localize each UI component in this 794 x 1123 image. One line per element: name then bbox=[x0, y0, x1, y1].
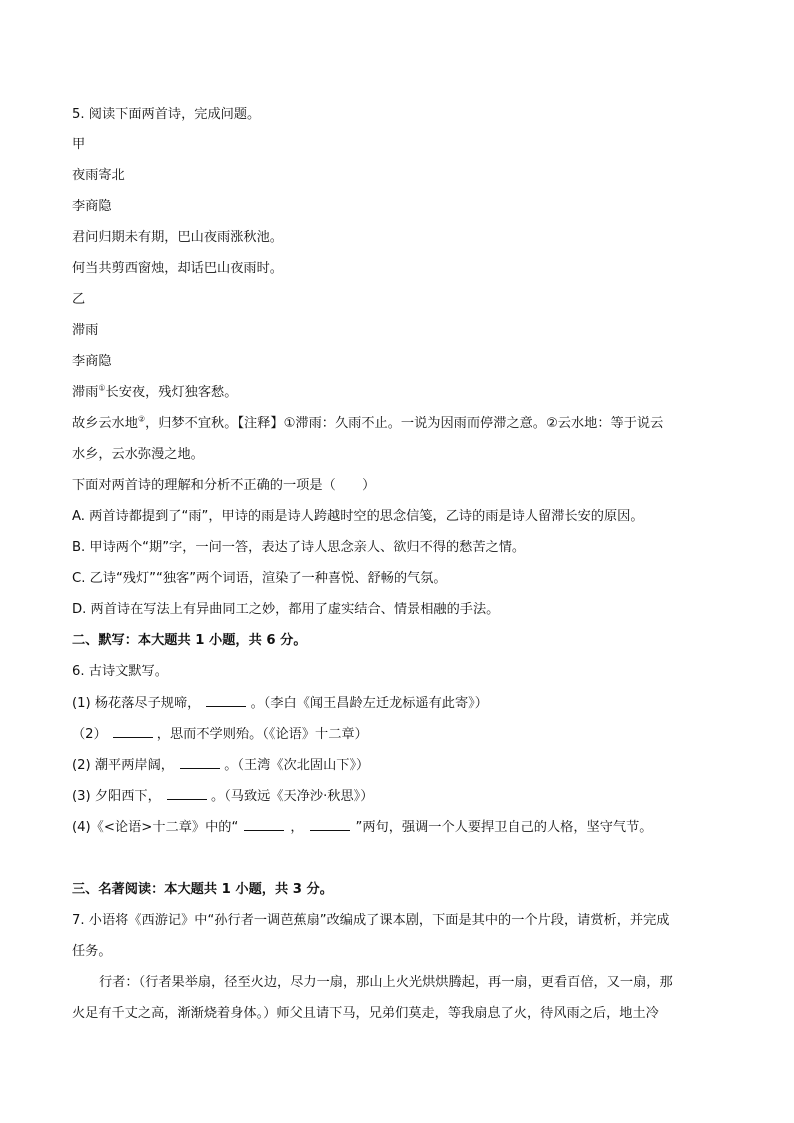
poem-b-line2-post: ，归梦不宜秋。【注释】①滞雨：久雨不止。一说为因雨而停滞之意。②云水地：等于说云 bbox=[145, 416, 664, 431]
q7-prompt-line-1: 7. 小语将《西游记》中“孙行者一调芭蕉扇”改编成了课本剧，下面是其中的一个片段，请赏析，并完成 bbox=[72, 913, 670, 928]
q6-item-5-tail: ”两句，强调一个人要捍卫自己的人格，坚守气节。 bbox=[355, 820, 653, 835]
q6-item-1-tail: 。（李白《闻王昌龄左迁龙标遥有此寄》） bbox=[246, 696, 488, 711]
q6-item-2-tail: ，思而不学则殆。（《论语》十二章） bbox=[156, 727, 368, 742]
answer-blank[interactable] bbox=[167, 799, 207, 800]
q6-item-4-tail: 。（马致远《天净沙·秋思》） bbox=[206, 789, 374, 804]
answer-blank[interactable] bbox=[244, 830, 284, 831]
q6-item-5 bbox=[72, 818, 652, 838]
poem-b-line1-pre: 滞雨 bbox=[72, 385, 99, 400]
answer-blank[interactable] bbox=[206, 706, 246, 707]
q6-item-3-lead: (2) 潮平两岸阔， bbox=[72, 758, 174, 773]
q6-item-4-lead: (3) 夕阳西下， bbox=[72, 789, 161, 804]
footnote-ref-2: ② bbox=[137, 414, 146, 424]
poem-b-line1-post: 长安夜，残灯独客愁。 bbox=[105, 385, 238, 400]
section-2-heading: 二、默写：本大题共 1 小题，共 6 分。 bbox=[72, 633, 307, 648]
poem-a-line-1: 君问归期未有期，巴山夜雨涨秋池。 bbox=[72, 230, 283, 245]
poem-b-title: 滞雨 bbox=[72, 323, 99, 338]
poem-a-line-2: 何当共剪西窗烛，却话巴山夜雨时。 bbox=[72, 261, 283, 276]
q6-item-2 bbox=[72, 725, 368, 745]
answer-blank[interactable] bbox=[310, 830, 350, 831]
poem-b-author: 李商隐 bbox=[72, 354, 112, 369]
q6-item-4 bbox=[72, 787, 373, 807]
q6-item-5-lead: (4)《<论语>十二章》中的“ bbox=[72, 820, 239, 835]
poem-b-line-2-with-notes bbox=[72, 414, 663, 434]
script-paragraph-line-2: 火足有千丈之高，渐渐烧着身体。）师父且请下马，兄弟们莫走，等我扇息了火，待风雨之后，地土冷 bbox=[72, 1006, 659, 1021]
option-d: D. 两首诗在写法上有异曲同工之妙，都用了虚实结合、情景相融的手法。 bbox=[72, 602, 500, 617]
script-paragraph-line-1: 行者：（行者果举扇，径至火边，尽力一扇，那山上火光烘烘腾起，再一扇，更看百倍，又一扇，那 bbox=[99, 975, 673, 990]
option-a: A. 两首诗都提到了“雨”，甲诗的雨是诗人跨越时空的思念信笺，乙诗的雨是诗人留滞长安的原因。 bbox=[72, 509, 644, 524]
q6-item-3-tail: 。（王湾《次北固山下》） bbox=[220, 758, 370, 773]
footnote-ref-1: ① bbox=[98, 383, 106, 393]
q7-prompt-line-2: 任务。 bbox=[72, 944, 112, 959]
answer-blank[interactable] bbox=[113, 737, 153, 738]
poem-b-line2-pre: 故乡云水地 bbox=[72, 416, 138, 431]
poem-a-marker: 甲 bbox=[72, 137, 86, 152]
q6-item-3 bbox=[72, 756, 369, 776]
q5-question: 下面对两首诗的理解和分析不正确的一项是（ ） bbox=[72, 478, 376, 493]
q5-prompt: 5. 阅读下面两首诗，完成问题。 bbox=[72, 107, 261, 122]
answer-blank[interactable] bbox=[180, 768, 220, 769]
poem-b-line-1 bbox=[72, 383, 237, 403]
option-c: C. 乙诗“残灯”“独客”两个词语，渲染了一种喜悦、舒畅的气氛。 bbox=[72, 571, 447, 586]
q6-item-1-lead: (1) 杨花落尽子规啼， bbox=[72, 696, 201, 711]
poem-b-marker: 乙 bbox=[72, 292, 86, 307]
option-b: B. 甲诗两个“期”字，一问一答，表达了诗人思念亲人、欲归不得的愁苦之情。 bbox=[72, 540, 526, 555]
q6-item-5-mid: ， bbox=[290, 820, 304, 835]
q6-item-1 bbox=[72, 694, 488, 714]
q6-item-2-lead: （2） bbox=[72, 727, 107, 742]
notes-continuation: 水乡，云水弥漫之地。 bbox=[72, 447, 204, 462]
section-3-heading: 三、名著阅读：本大题共 1 小题，共 3 分。 bbox=[72, 882, 333, 897]
poem-a-author: 李商隐 bbox=[72, 199, 112, 214]
poem-a-title: 夜雨寄北 bbox=[72, 168, 125, 183]
q6-prompt: 6. 古诗文默写。 bbox=[72, 664, 168, 679]
